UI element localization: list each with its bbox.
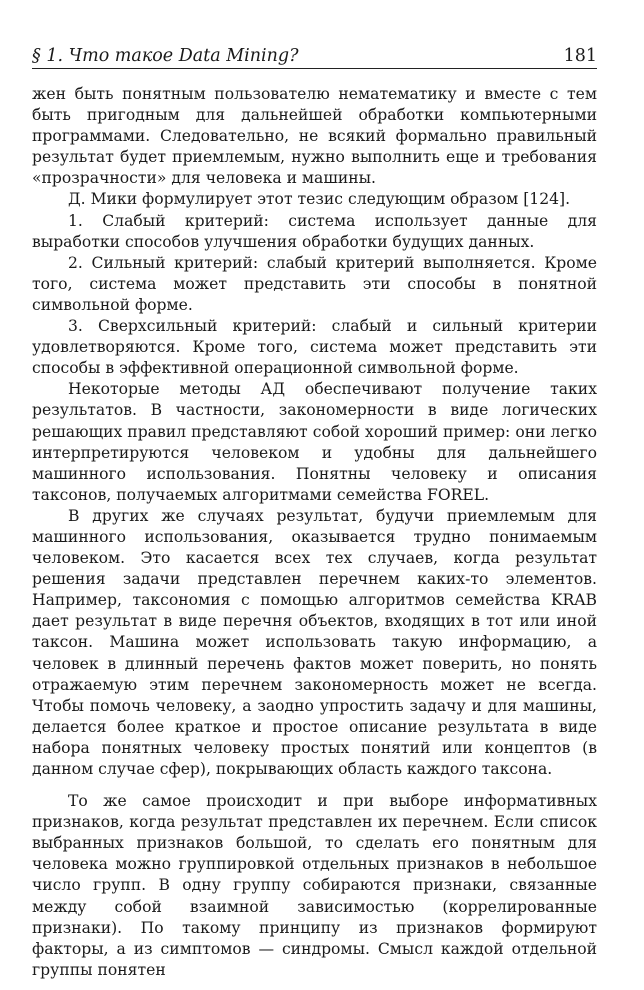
criterion-superstrong: 3. Сверхсильный критерий: слабый и сильный критерии удовлетворяются. Кроме того, система может представить эти способы в эффективной операционной символьной форме. (32, 317, 597, 378)
criterion-strong: 2. Сильный критерий: слабый критерий выполняется. Кроме того, система может представить эти способы в понятной символьной форме. (32, 253, 597, 314)
running-header (32, 42, 597, 69)
paragraph: жен быть понятным пользователю нематематику и вместе с тем быть пригодным для дальнейшей обработки компьютерными программами. Следовательно, не всякий формально правильный результат будет приемлемым, нужно выполнить еще и требования «прозрачности» для человека и машины. (32, 85, 597, 188)
paragraph: Д. Мики формулирует этот тезис следующим образом [124]. (68, 190, 571, 209)
paragraph: То же самое происходит и при выборе информативных признаков, когда результат представлен их перечнем. Если список выбранных признаков большой, то сделать его понятным для человека можно группировкой отдельных признаков в небольшое число групп. В одну группу собираются признаки, связанные между собой взаимной зависимостью (коррелированные признаки). По такому принципу из признаков формируют факторы, а из симптомов — синдромы. Смысл каждой отдельной группы понятен (32, 792, 597, 979)
page-body (32, 84, 597, 981)
paragraph: Некоторые методы АД обеспечивают получение таких результатов. В частности, закономерности в виде логических решающих правил представляют собой хороший пример: они легко интерпретируются человеком и удобны для дальнейшего машинного использования. Понятны человеку и описания таксонов, получаемых алгоритмами семейства FOREL. (32, 380, 597, 504)
criterion-weak: 1. Слабый критерий: система использует данные для выработки способов улучшения обработки будущих данных. (32, 211, 597, 251)
paragraph: В других же случаях результат, будучи приемлемым для машинного использования, оказывается трудно понимаемым человеком. Это касается всех тех случаев, когда результат решения задачи представлен перечнем каких-то элементов. Например, таксономия с помощью алгоритмов семейства KRAB дает результат в виде перечня объектов, входящих в тот или иной таксон. Машина может использовать такую информацию, а человек в длинный перечень фактов может поверить, но понять отражаемую этим перечнем закономерность может не всегда. Чтобы помочь человеку, а заодно упростить задачу и для машины, делается более краткое и простое описание результата в виде набора понятных человеку простых понятий или концептов (в данном случае сфер), покрывающих область каждого таксона. (32, 506, 597, 778)
page-number: 181 (563, 46, 597, 66)
section-title: § 1. Что такое Data Mining? (32, 46, 299, 66)
